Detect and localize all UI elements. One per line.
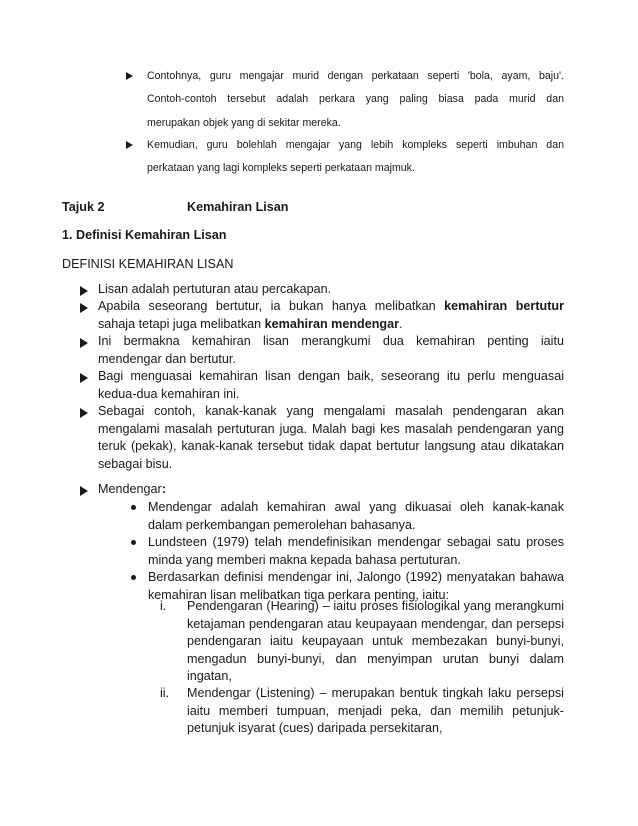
definition-label: DEFINISI KEMAHIRAN LISAN	[62, 257, 234, 271]
line: perkataan yang lagi kompleks seperti perkataan majmuk.	[147, 162, 415, 175]
line: Mendengar adalah kemahiran awal yang dikuasai oleh kanak-kanak	[148, 500, 564, 514]
mendengar-heading	[98, 481, 166, 499]
arrow-bullet-icon	[80, 408, 88, 418]
definition-bullet-1	[98, 281, 564, 299]
text: Apabila seseorang bertutur, ia bukan hanya melibatkan	[98, 299, 445, 313]
arrow-bullet-icon	[80, 303, 88, 313]
line: merupakan objek yang di sekitar mereka.	[147, 116, 341, 129]
line: Kemudian, guru bolehlah mengajar yang lebih kompleks seperti imbuhan dan	[147, 139, 564, 151]
arrow-bullet-icon	[80, 486, 88, 496]
line: petunjuk isyarat (cues) daripada persekitaran,	[187, 721, 443, 735]
mendengar-colon: :	[161, 482, 166, 496]
line: Lundsteen (1979) telah mendefinisikan mendengar sebagai satu proses	[148, 535, 564, 549]
line: pendengaran iaitu keupayaan untuk membezakan bunyi-bunyi,	[187, 634, 564, 648]
line: ketajaman pendengaran atau keupayaan mendengar, dan persepsi	[187, 616, 564, 631]
line: Mendengar (Listening) – merupakan bentuk tingkah laku persepsi	[187, 686, 564, 700]
top-bullet-1	[147, 65, 564, 135]
arrow-bullet-icon	[126, 141, 133, 149]
tajuk-title: Kemahiran Lisan	[187, 200, 289, 214]
line: Contohnya, guru mengajar murid dengan perkataan seperti 'bola, ayam, baju'.	[147, 70, 564, 82]
section-title: 1. Definisi Kemahiran Lisan	[62, 228, 227, 242]
line: Bagi menguasai kemahiran lisan dengan baik, seseorang itu perlu menguasai	[98, 369, 564, 383]
text: .	[399, 316, 403, 331]
line: Berdasarkan definisi mendengar ini, Jalongo (1992) menyatakan bahawa	[148, 570, 564, 584]
arrow-bullet-icon	[80, 286, 88, 296]
mendengar-point-1	[148, 499, 564, 534]
line: sebagai bisu.	[98, 456, 173, 471]
line: mengalami masalah pertuturan juga. Malah bagi kes masalah pendengaran yang	[98, 421, 564, 436]
line	[98, 316, 564, 334]
roman-numeral: ii.	[160, 686, 170, 700]
line: dalam perkembangan pemerolehan bahasanya.	[148, 517, 416, 532]
bullet-dot-icon	[131, 575, 136, 580]
bullet-dot-icon	[131, 540, 136, 545]
mendengar-point-2	[148, 534, 564, 569]
line	[98, 298, 564, 316]
line: Ini bermakna kemahiran lisan merangkumi dua kemahiran penting iaitu	[98, 334, 564, 348]
line: kedua-dua kemahiran ini.	[98, 386, 240, 401]
arrow-bullet-icon	[126, 72, 133, 80]
line: iaitu memberi tumpuan, menjadi peka, dan memilih petunjuk-	[187, 703, 564, 718]
line: Sebagai contoh, kanak-kanak yang mengalami masalah pendengaran akan	[98, 404, 564, 418]
line: kemahiran lisan melibatkan tiga perkara penting, iaitu:	[148, 587, 450, 602]
arrow-bullet-icon	[80, 373, 88, 383]
roman-numeral: i.	[160, 599, 167, 613]
bold-text: kemahiran mendengar	[264, 316, 400, 331]
top-bullet-2	[147, 134, 564, 181]
roman-item-1	[187, 598, 564, 686]
definition-bullet-3	[98, 333, 564, 368]
definition-bullet-2	[98, 298, 564, 333]
line: Contoh-contoh tersebut adalah perkara yang paling biasa pada murid dan	[147, 93, 564, 106]
mendengar-label: Mendengar	[98, 482, 162, 496]
line: Pendengaran (Hearing) – iaitu proses fisiologikal yang merangkumi	[187, 599, 564, 613]
bold-text: kemahiran bertutur	[444, 299, 564, 313]
line: mengadun bunyi-bunyi, dan menyimpan urutan bunyi dalam	[187, 651, 564, 666]
line: Lisan adalah pertuturan atau percakapan.	[98, 282, 332, 296]
definition-bullet-4	[98, 368, 564, 403]
tajuk-label: Tajuk 2	[62, 200, 105, 214]
line: mendengar dan bertutur.	[98, 351, 236, 366]
arrow-bullet-icon	[80, 338, 88, 348]
line: teruk (pekak), kanak-kanak tersebut tidak dapat bertutur langsung atau dikatakan	[98, 439, 564, 453]
bullet-dot-icon	[131, 505, 136, 510]
line: minda yang memberi makna kepada bahasa pertuturan.	[148, 552, 461, 567]
roman-item-2	[187, 685, 564, 738]
definition-bullet-5	[98, 403, 564, 473]
text: sahaja tetapi juga melibatkan	[98, 316, 265, 331]
line: ingatan,	[187, 669, 232, 683]
